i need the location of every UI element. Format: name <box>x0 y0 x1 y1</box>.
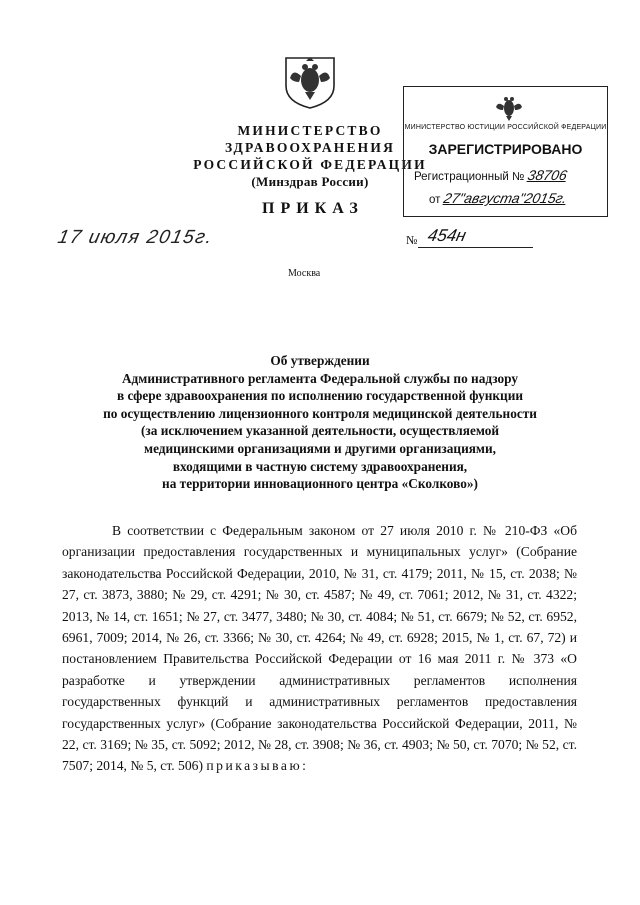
order-number-underline <box>418 247 533 248</box>
stamp-reg-label: Регистрационный № <box>414 171 525 183</box>
order-number: 454н <box>426 226 468 245</box>
stamp-emblem-icon <box>494 93 524 123</box>
document-type: ПРИКАЗ <box>262 200 364 217</box>
ministry-name-line1: МИНИСТЕРСТВО ЗДРАВООХРАНЕНИЯ <box>224 123 396 155</box>
ministry-short-name: (Минздрав России) <box>251 174 369 189</box>
title-line: (за исключением указанной деятельности, осуществляемой <box>140 423 500 439</box>
title-line: медицинскими организациями и другими организациями, <box>144 440 496 456</box>
body-paragraph <box>62 520 577 777</box>
stamp-registration-number <box>414 167 569 183</box>
title-line: в сфере здравоохранения по исполнению государственной функции <box>116 388 524 404</box>
title-line: на территории инновационного центра «Сколково») <box>162 476 478 492</box>
ministry-name-line2: РОССИЙСКОЙ ФЕДЕРАЦИИ <box>193 157 427 172</box>
title-line: Об утверждении <box>270 353 370 368</box>
title-line: входящими в частную систему здравоохранения, <box>172 458 468 474</box>
order-command: приказываю: <box>206 758 309 774</box>
document-title <box>90 352 550 493</box>
stamp-organization: МИНИСТЕРСТВО ЮСТИЦИИ РОССИЙСКОЙ ФЕДЕРАЦИИ <box>404 124 607 131</box>
emblem-icon <box>281 52 339 110</box>
stamp-reg-number: 38706 <box>525 167 569 183</box>
document-body <box>62 520 577 777</box>
body-paragraph-text: В соответствии с Федеральным законом от 27 июля 2010 г. № 210-ФЗ «Об организации предоставления государственных и муниципальных услуг» (Собрание законодательства Российской Федерации, 2010, № 31, ст. 4179; 2011, № 15, ст. 2038; № 27, ст. 3873, 3880; № 29, ст. 4291; № 30, ст. 4587; № 49, ст. 7061; 2012, № 31, ст. 4322; 2013, № 14, ст. 1651; № 27, ст. 3477, 3480; № 30, ст. 4084; № 51, ст. 6679; № 52, ст. 6952, 6961, 7009; 2014, № 26, ст. 3366; № 30, ст. 4264; № 49, ст. 6928; 2015, № 1, ст. 67, 72) и постановлением Правительства Российской Федерации от 16 мая 2011 г. № 373 «О разработке и утверждении административных регламентов исполнения государственных функций и административных регламентов предоставления государственных услуг» (Собрание законодательства Российской Федерации, 2011, № 22, ст. 3169; № 35, ст. 5092; 2012, № 28, ст. 3908; № 36, ст. 4903; № 50, ст. 7070; № 52, ст. 7507; 2014, № 5, ст. 506) <box>62 523 577 774</box>
stamp-status: ЗАРЕГИСТРИРОВАНО <box>428 141 583 157</box>
stamp-from-date: 27"августа"2015г. <box>441 190 569 206</box>
title-line: по осуществлению лицензионного контроля медицинской деятельности <box>103 405 537 421</box>
stamp-registration-date <box>429 190 569 206</box>
order-date: 17 июля 2015г. <box>55 227 216 248</box>
title-line: Административного регламента Федеральной службы по надзору <box>121 370 519 386</box>
order-number-label: № <box>406 233 418 247</box>
stamp-from-label: от <box>429 194 441 206</box>
registration-stamp <box>403 86 608 217</box>
city: Москва <box>288 268 321 279</box>
